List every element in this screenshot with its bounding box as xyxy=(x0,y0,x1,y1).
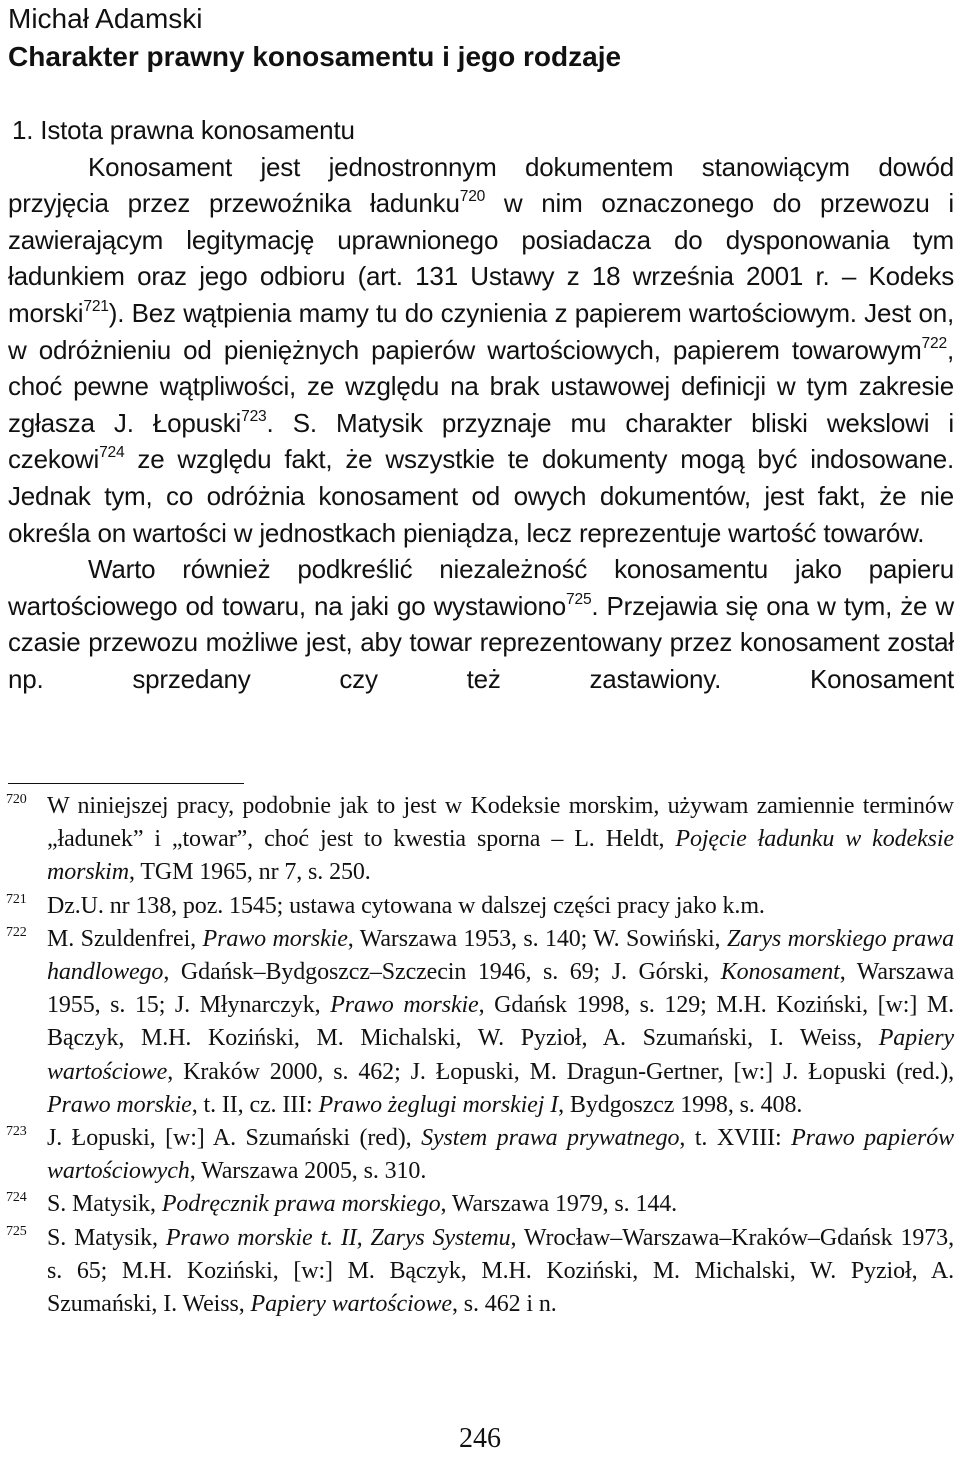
footnote xyxy=(0,923,954,1122)
footnote-text: , Warszawa 1955, s. 15; J. Młynarczyk, xyxy=(47,959,954,1019)
paragraph xyxy=(8,551,954,734)
footnote-ref[interactable]: 721 xyxy=(83,297,109,315)
footnote-number: 722 xyxy=(6,924,27,940)
paragraph-text: Konosament jest jednostronnym dokumentem stanowiącym dowód przyjęcia przez przewoźnika ładunku xyxy=(8,151,954,219)
footnote xyxy=(0,890,954,923)
footnote-title: Prawo morskie xyxy=(47,1091,192,1118)
footnote-text: , t. II, cz. III: xyxy=(191,1091,319,1118)
footnote-title: Konosament xyxy=(720,959,840,986)
footnote-ref[interactable]: 722 xyxy=(921,334,947,352)
footnote-text: , Warszawa 2005, s. 310. xyxy=(189,1158,427,1185)
footnote-text: S. Matysik, xyxy=(47,1224,166,1251)
footnote-ref[interactable]: 725 xyxy=(566,590,592,608)
footnote-title: Prawo morskie t. II, Zarys Systemu xyxy=(165,1224,511,1251)
footnote-text: , Warszawa 1953, s. 140; W. Sowiński, xyxy=(347,925,727,952)
footnote-text: , Warszawa 1979, s. 144. xyxy=(440,1191,678,1218)
footnote-text: , s. 462 i n. xyxy=(451,1291,557,1318)
footnote-title: Pojęcie ładunku w kodeksie morskim xyxy=(47,826,954,886)
footnote-number: 721 xyxy=(6,891,27,907)
paragraph-text: , choć pewne wątpliwości, ze względu na brak ustawowej definicji w tym zakresie zgłasza J. Łopuski xyxy=(8,334,954,438)
footnote-separator xyxy=(8,783,244,784)
footnote-ref[interactable]: 723 xyxy=(241,407,267,425)
footnote-text: , t. XVIII: xyxy=(679,1125,792,1152)
footnote-title: Papiery wartościowe xyxy=(250,1291,452,1318)
footnote-text: , Kraków 2000, s. 462; J. Łopuski, M. Dragun-Gertner, [w:] J. Łopuski (red.), xyxy=(167,1058,954,1085)
footnote-text: J. Łopuski, [w:] A. Szumański (red), xyxy=(47,1125,422,1152)
paragraph-text: ). Bez wątpienia mamy tu do czynienia z papierem wartościowym. Jest on, w odróżnieniu od pieniężnych papierów wartościowych, papierem towarowym xyxy=(8,297,954,365)
page-number: 246 xyxy=(459,1423,501,1454)
paragraph-text: w nim oznaczonego do przewozu i zawierającym legitymację uprawnionego posiadacza do dysponowania tym ładunkiem oraz jego odbioru (art. 131 Ustawy z 18 września 2001 r. – Kodeks morski xyxy=(8,188,954,328)
footnotes xyxy=(0,790,954,1321)
footnote xyxy=(0,790,954,890)
footnote-ref[interactable]: 724 xyxy=(99,444,125,462)
footnote-text: , TGM 1965, nr 7, s. 250. xyxy=(128,859,371,886)
footnote-title: Prawo papierów wartościowych xyxy=(47,1125,955,1185)
chapter-title: Charakter prawny konosamentu i jego rodzaje xyxy=(8,41,622,72)
footnote-number: 724 xyxy=(6,1190,27,1206)
footnote-number: 725 xyxy=(6,1223,27,1239)
author-name: Michał Adamski xyxy=(8,3,203,34)
footnote-ref[interactable]: 720 xyxy=(459,187,486,205)
footnote-number: 723 xyxy=(6,1124,27,1140)
paragraph-text: Warto również podkreślić niezależność konosamentu jako papieru wartościowego od towaru, na jaki go wystawiono xyxy=(8,554,954,621)
footnote-text: Dz.U. nr 138, poz. 1545; ustawa cytowana w dalszej części pracy jako k.m. xyxy=(47,892,765,919)
footnote-title: Podręcznik prawa morskiego xyxy=(161,1191,441,1218)
footnote xyxy=(0,1122,954,1188)
section-heading: 1. Istota prawna konosamentu xyxy=(12,115,355,145)
footnote-title: System prawa prywatnego xyxy=(421,1125,680,1152)
paragraph-text: ze względu fakt, że wszystkie te dokumenty mogą być indosowane. Jednak tym, co odróżnia konosament od owych dokumentów, jest fakt, że nie określa on wartości w jednostkach pieniądza, lecz reprezentuje wartość towarów. xyxy=(8,444,954,548)
footnote-text: M. Szuldenfrei, xyxy=(47,925,203,952)
paragraph xyxy=(8,149,954,552)
footnote-title: Prawo morskie xyxy=(202,925,348,952)
footnote xyxy=(0,1222,954,1322)
footnote-title: Papiery wartościowe xyxy=(47,1025,954,1085)
footnote-text: , Bydgoszcz 1998, s. 408. xyxy=(558,1091,803,1118)
footnote-title: Zarys morskiego prawa handlowego xyxy=(47,925,954,986)
footnote-number: 720 xyxy=(6,792,27,807)
footnote-title: Prawo morskie xyxy=(330,992,479,1019)
footnote xyxy=(0,1188,954,1221)
footnote-text: W niniejszej pracy, podobnie jak to jest w Kodeksie morskim, używam zamiennie terminów „ładunek” i „towar”, choć jest to kwestia sporna – L. Heldt, xyxy=(47,793,954,853)
footnote-text: , Gdańsk 1998, s. 129; M.H. Koziński, [w:] M. Bączyk, M.H. Koziński, M. Michalski, W. Pyzioł, A. Szumański, I. Weiss, xyxy=(47,992,954,1052)
paragraph-text: . Przejawia się ona w tym, że w czasie przewozu możliwe jest, aby towar reprezentowany przez konosament został np. sprzedany czy też zastawiony. Konosament xyxy=(8,590,954,694)
footnote-text: , Gdańsk–Bydgoszcz–Szczecin 1946, s. 69; J. Górski, xyxy=(163,959,721,986)
footnote-text: , Wrocław–Warszawa–Kraków–Gdańsk 1973, s. 65; M.H. Koziński, [w:] M. Bączyk, M.H. Koziński, M. Michalski, W. Pyzioł, A. Szumański, I. Weiss, xyxy=(47,1224,954,1318)
paragraph-text: . S. Matysik przyznaje mu charakter bliski wekslowi i czekowi xyxy=(8,407,955,475)
footnote-text: S. Matysik, xyxy=(47,1191,162,1218)
footnote-title: Prawo żeglugi morskiej I xyxy=(318,1091,559,1118)
body-text xyxy=(8,112,954,734)
